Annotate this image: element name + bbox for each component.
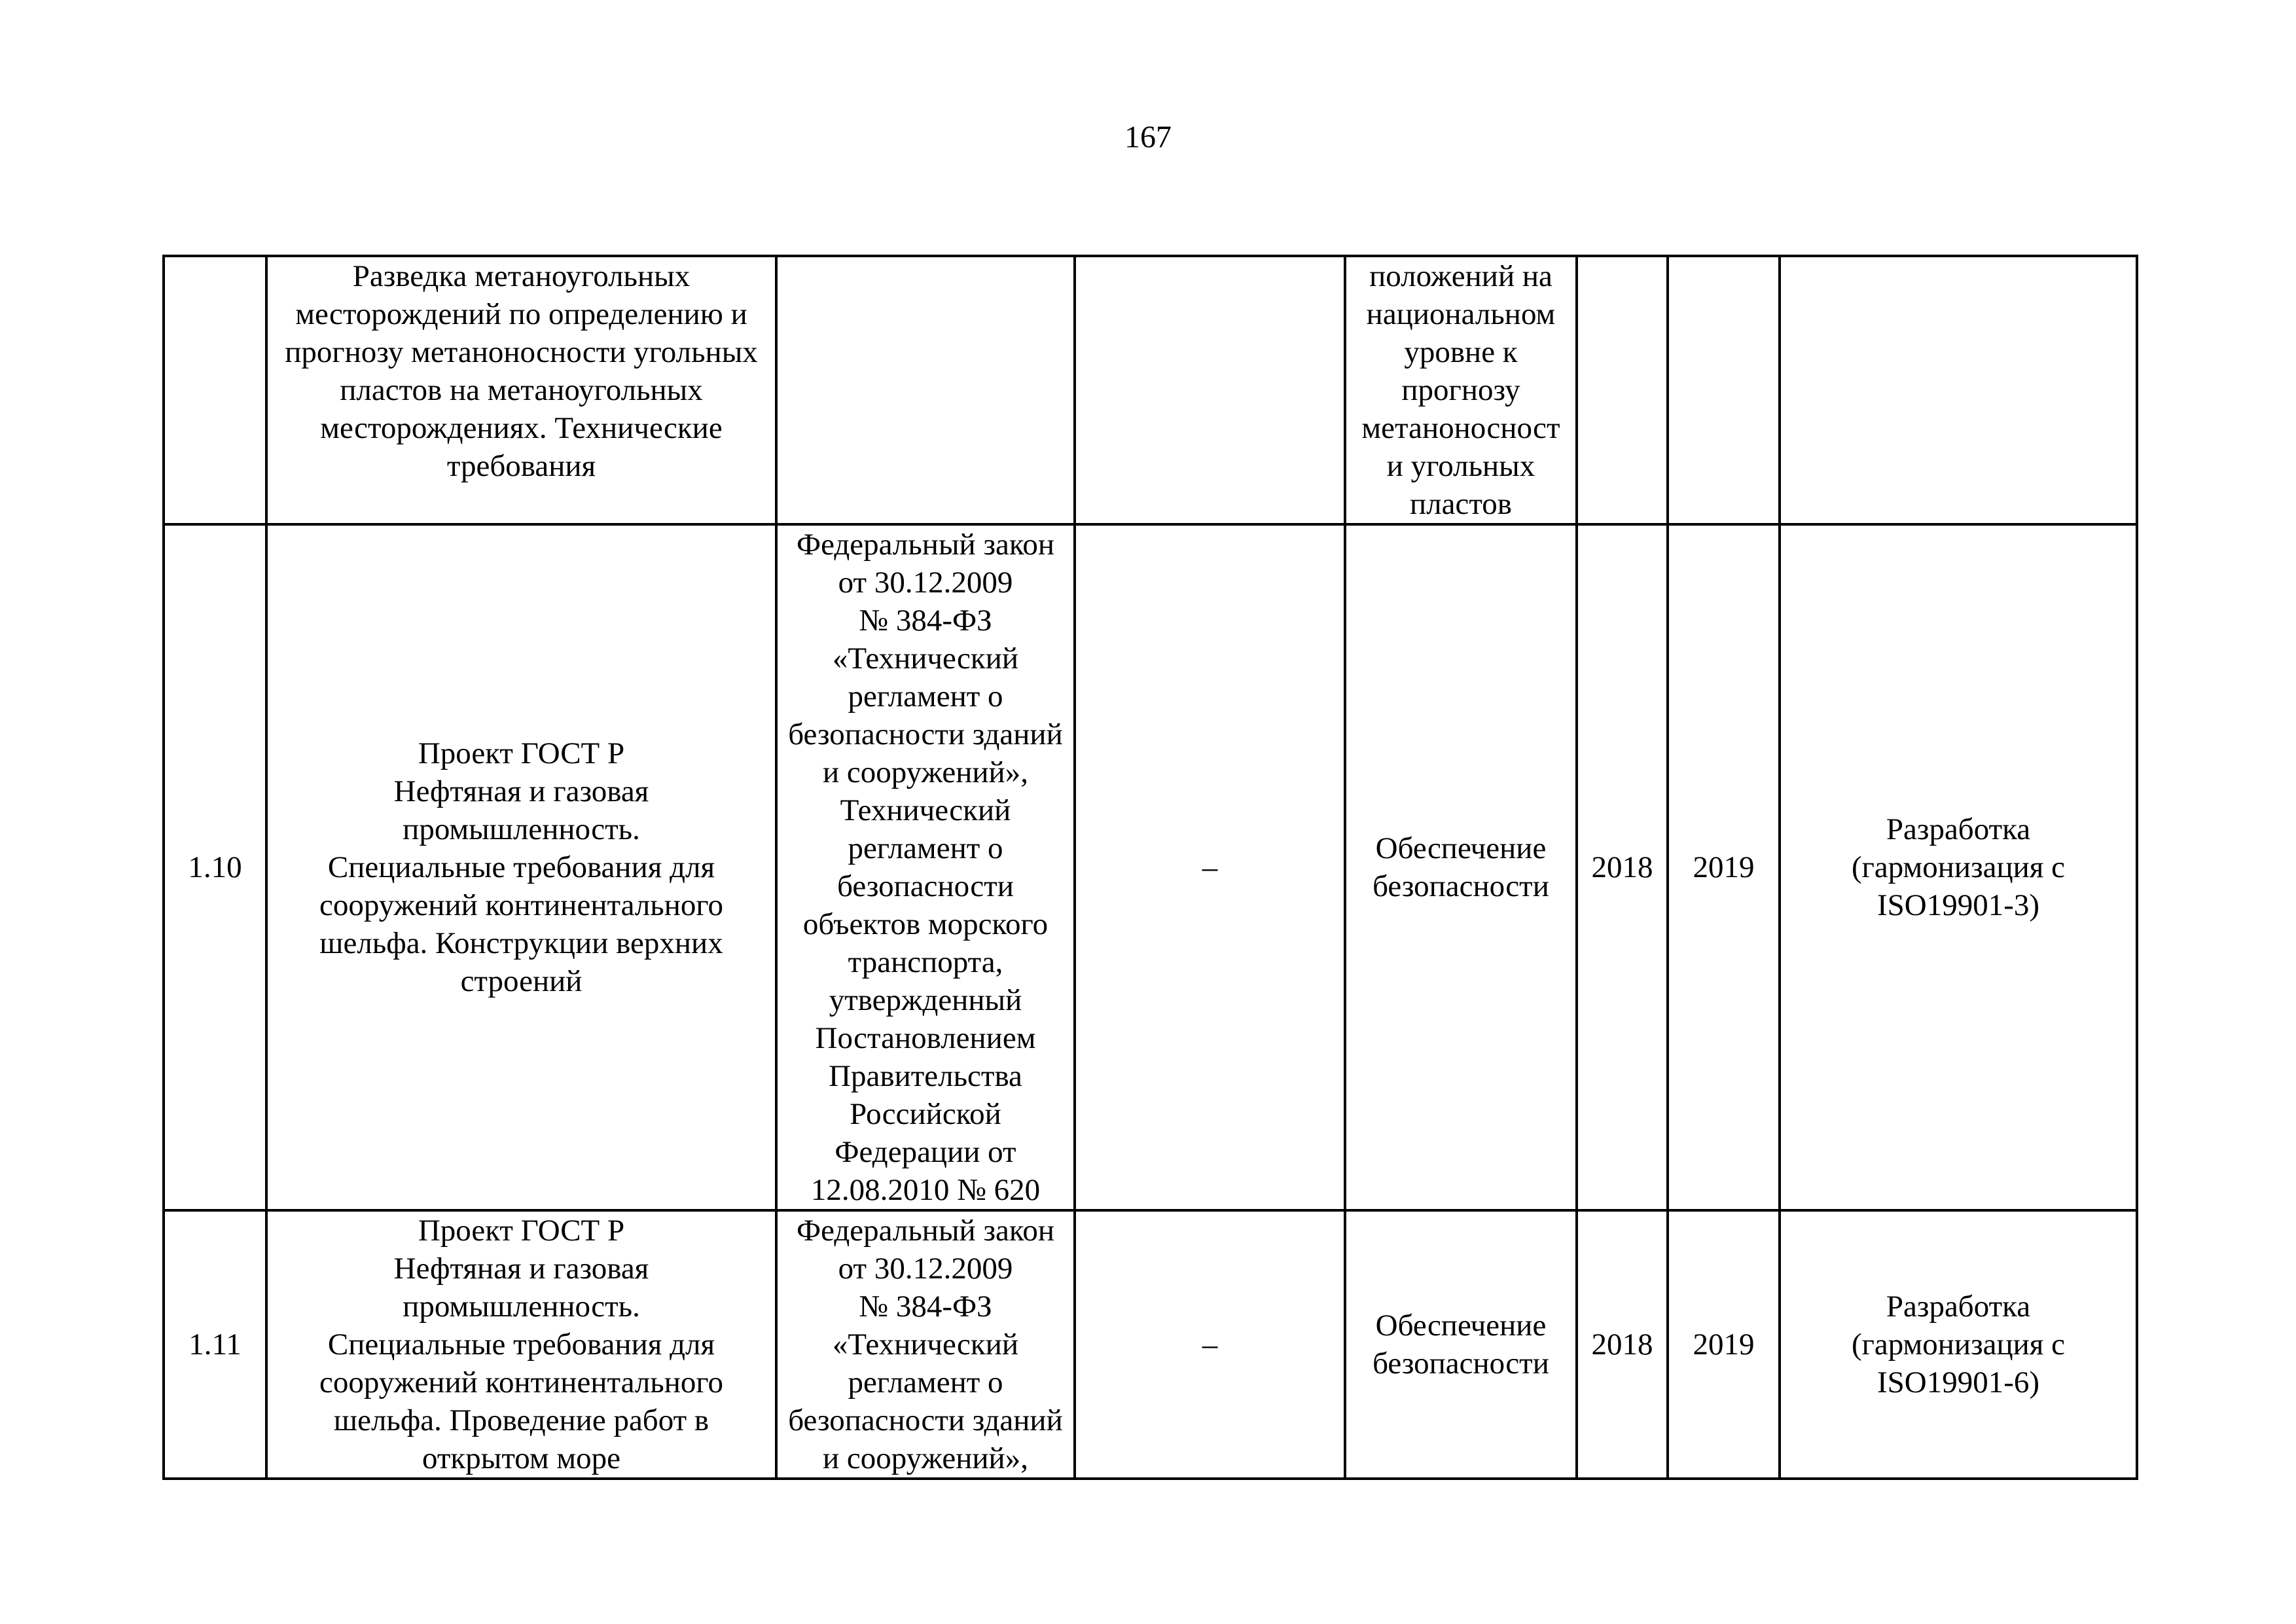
basis-line: транспорта, [848,945,1003,979]
title-line: месторождений по определению и [295,297,747,331]
purpose-cell [1345,524,1577,1210]
basis-line: безопасности зданий [788,1403,1063,1437]
title-line: шельфа. Проведение работ в [333,1403,709,1437]
note-line: (гармонизация с [1851,1327,2066,1362]
title-line: Специальные требования для [327,1327,715,1362]
col4-cell: – [1075,1210,1345,1479]
start-year-cell [1577,256,1668,524]
row-number-cell: 1.11 [164,1210,266,1479]
purpose-line: безопасности [1372,1346,1549,1380]
basis-line: № 384-ФЗ [859,1290,992,1324]
standards-table [162,255,2138,1480]
title-line: Разведка метаноугольных [352,259,691,293]
col4-cell: – [1075,524,1345,1210]
title-line: промышленность. [403,812,640,846]
basis-line: регламент о [848,831,1003,865]
end-year-cell [1668,256,1780,524]
title-line: шельфа. Конструкции верхних [319,926,723,960]
basis-line: безопасности зданий [788,717,1063,751]
purpose-line: национальном [1366,297,1556,331]
purpose-line: Обеспечение [1375,1308,1547,1343]
basis-line: «Технический [832,1327,1019,1362]
basis-line: безопасности [837,869,1014,903]
title-cell [266,524,776,1210]
purpose-cell [1345,256,1577,524]
end-year-cell: 2019 [1668,1210,1780,1479]
title-cell [266,256,776,524]
title-line: сооружений континентального [319,888,724,922]
table-row [164,524,2137,1210]
note-cell [1780,1210,2137,1479]
purpose-line: прогнозу [1401,373,1520,407]
note-line: ISO19901-3) [1876,888,2040,922]
start-year-cell: 2018 [1577,1210,1668,1479]
title-line: требования [446,449,596,483]
title-line: промышленность. [403,1290,640,1324]
title-line: прогнозу метаноносности угольных [285,335,758,369]
basis-line: «Технический [832,641,1019,676]
purpose-line: пластов [1410,487,1512,521]
page-number: 167 [1124,120,1172,154]
basis-line: Федерации от [834,1135,1016,1169]
title-cell [266,1210,776,1479]
title-line: пластов на метаноугольных [340,373,703,407]
purpose-line: Обеспечение [1375,831,1547,865]
basis-line: Российской [850,1097,1001,1131]
basis-line: от 30.12.2009 [838,1252,1013,1286]
table-row [164,1210,2137,1479]
basis-cell [776,256,1075,524]
note-line: (гармонизация с [1851,850,2066,884]
purpose-line: положений на [1369,259,1552,293]
start-year-cell: 2018 [1577,524,1668,1210]
basis-line: и сооружений», [823,1441,1028,1475]
title-line: месторождениях. Технические [320,411,723,445]
basis-line: Технический [840,793,1011,827]
purpose-line: и угольных [1386,449,1535,483]
basis-line: Федеральный закон [797,1214,1054,1248]
title-line: Нефтяная и газовая [393,774,649,808]
title-line: Проект ГОСТ Р [418,1214,625,1248]
basis-line: 12.08.2010 № 620 [810,1173,1041,1207]
basis-line: № 384-ФЗ [859,604,992,638]
title-line: Нефтяная и газовая [393,1252,649,1286]
basis-cell [776,524,1075,1210]
basis-line: Федеральный закон [797,528,1054,562]
purpose-line: безопасности [1372,869,1549,903]
note-cell [1780,256,2137,524]
title-line: открытом море [422,1441,620,1475]
note-line: Разработка [1886,812,2031,846]
note-cell [1780,524,2137,1210]
basis-line: от 30.12.2009 [838,566,1013,600]
basis-line: объектов морского [802,907,1049,941]
basis-line: Постановлением [815,1021,1036,1055]
basis-line: и сооружений», [823,755,1028,789]
row-number-cell [164,256,266,524]
basis-line: утвержденный [829,983,1022,1017]
purpose-cell [1345,1210,1577,1479]
purpose-line: уровне к [1404,335,1518,369]
end-year-cell: 2019 [1668,524,1780,1210]
title-line: строений [460,964,583,998]
title-line: Специальные требования для [327,850,715,884]
title-line: Проект ГОСТ Р [418,736,625,770]
note-line: ISO19901-6) [1876,1365,2040,1399]
table-row [164,256,2137,524]
basis-line: Правительства [829,1059,1022,1093]
purpose-line: метаноносност [1361,411,1560,445]
row-number-cell: 1.10 [164,524,266,1210]
note-line: Разработка [1886,1290,2031,1324]
basis-line: регламент о [848,679,1003,713]
title-line: сооружений континентального [319,1365,724,1399]
basis-line: регламент о [848,1365,1003,1399]
basis-cell [776,1210,1075,1479]
col4-cell [1075,256,1345,524]
